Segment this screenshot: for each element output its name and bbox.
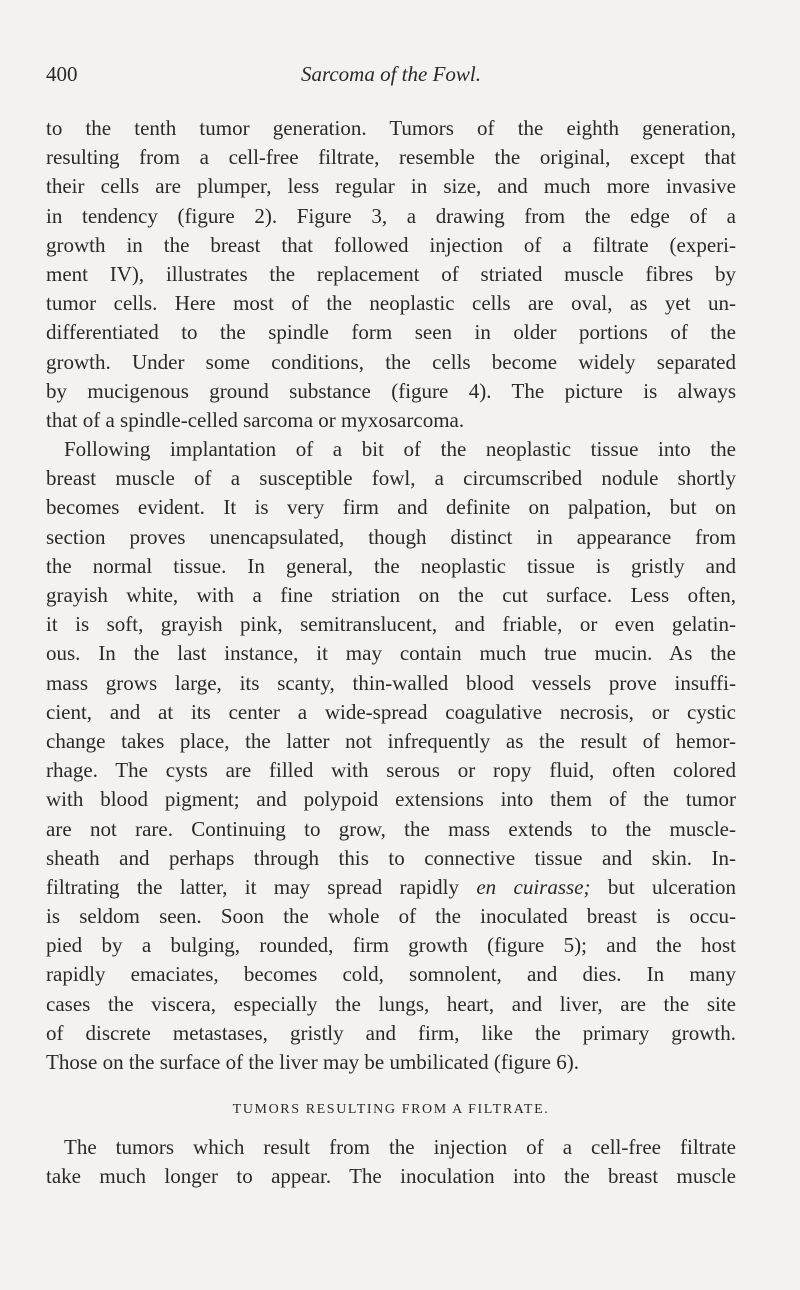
text-line: is seldom seen. Soon the whole of the inoculated breast is occu- [46,904,736,929]
text-line: cient, and at its center a wide-spread coagulative necrosis, or cystic [46,699,736,724]
text-line: cases the viscera, especially the lungs, heart, and liver, are the site [46,991,736,1016]
italic-phrase: en cuirasse; [476,874,591,899]
text-line: becomes evident. It is very firm and definite on palpation, but on [46,495,736,520]
text-line: pied by a bulging, rounded, firm growth (figure 5); and the host [46,933,736,958]
paragraph-3 [46,1133,736,1191]
paragraph-1 [46,114,736,435]
text-line: tumor cells. Here most of the neoplastic cells are oval, as yet un- [46,291,736,316]
text-line: mass grows large, its scanty, thin-walled blood vessels prove insuffi- [46,670,736,695]
text-line: breast muscle of a susceptible fowl, a circumscribed nodule shortly [46,466,736,491]
text-line: ment IV), illustrates the replacement of striated muscle fibres by [46,261,736,286]
text-line: are not rare. Continuing to grow, the mass extends to the muscle- [46,816,736,841]
text-line: that of a spindle-celled sarcoma or myxosarcoma. [46,407,465,432]
text-line: in tendency (figure 2). Figure 3, a drawing from the edge of a [46,203,736,228]
text-line: take much longer to appear. The inoculation into the breast muscle [46,1164,736,1189]
text-line: it is soft, grayish pink, semitranslucent, and friable, or even gelatin- [46,612,736,637]
text-line: change takes place, the latter not infrequently as the result of hemor- [46,728,736,753]
text-segment: but ulceration [590,874,736,899]
text-line: rhage. The cysts are filled with serous or ropy fluid, often colored [46,758,736,783]
running-title: Sarcoma of the Fowl. [300,62,482,86]
text-line: Those on the surface of the liver may be umbilicated (figure 6). [46,1050,579,1074]
text-line: with blood pigment; and polypoid extensions into them of the tumor [46,787,736,812]
text-line: ous. In the last instance, it may contain much true mucin. As the [46,641,736,666]
text-line-with-italic [46,873,736,902]
text-line: the normal tissue. In general, the neoplastic tissue is gristly and [46,553,736,578]
text-line: of discrete metastases, gristly and firm, like the primary growth. [46,1020,736,1045]
paragraph-2 [46,435,736,1077]
text-line: Following implantation of a bit of the neoplastic tissue into the [64,437,736,462]
text-line: The tumors which result from the injection of a cell-free filtrate [64,1135,736,1160]
body-text [46,114,736,1192]
text-line: growth. Under some conditions, the cells become widely separated [46,349,736,374]
text-line: resulting from a cell-free filtrate, resemble the original, except that [46,145,736,170]
text-line: grayish white, with a fine striation on the cut surface. Less often, [46,583,736,607]
text-line: sheath and perhaps through this to connective tissue and skin. In- [46,845,736,870]
text-segment: filtrating the latter, it may spread rapidly [46,874,477,899]
page-header [46,62,736,96]
text-line: growth in the breast that followed injection of a filtrate (experi- [46,232,736,257]
text-line: to the tenth tumor generation. Tumors of the eighth generation, [46,116,736,140]
page-number: 400 [46,62,78,86]
text-line: differentiated to the spindle form seen in older portions of the [46,320,736,345]
section-heading: TUMORS RESULTING FROM A FILTRATE. [232,1102,550,1118]
text-line: rapidly emaciates, becomes cold, somnolent, and dies. In many [46,962,736,987]
text-line: their cells are plumper, less regular in size, and much more invasive [46,174,736,199]
text-line: section proves unencapsulated, though distinct in appearance from [46,524,736,549]
text-line: by mucigenous ground substance (figure 4). The picture is always [46,378,736,403]
